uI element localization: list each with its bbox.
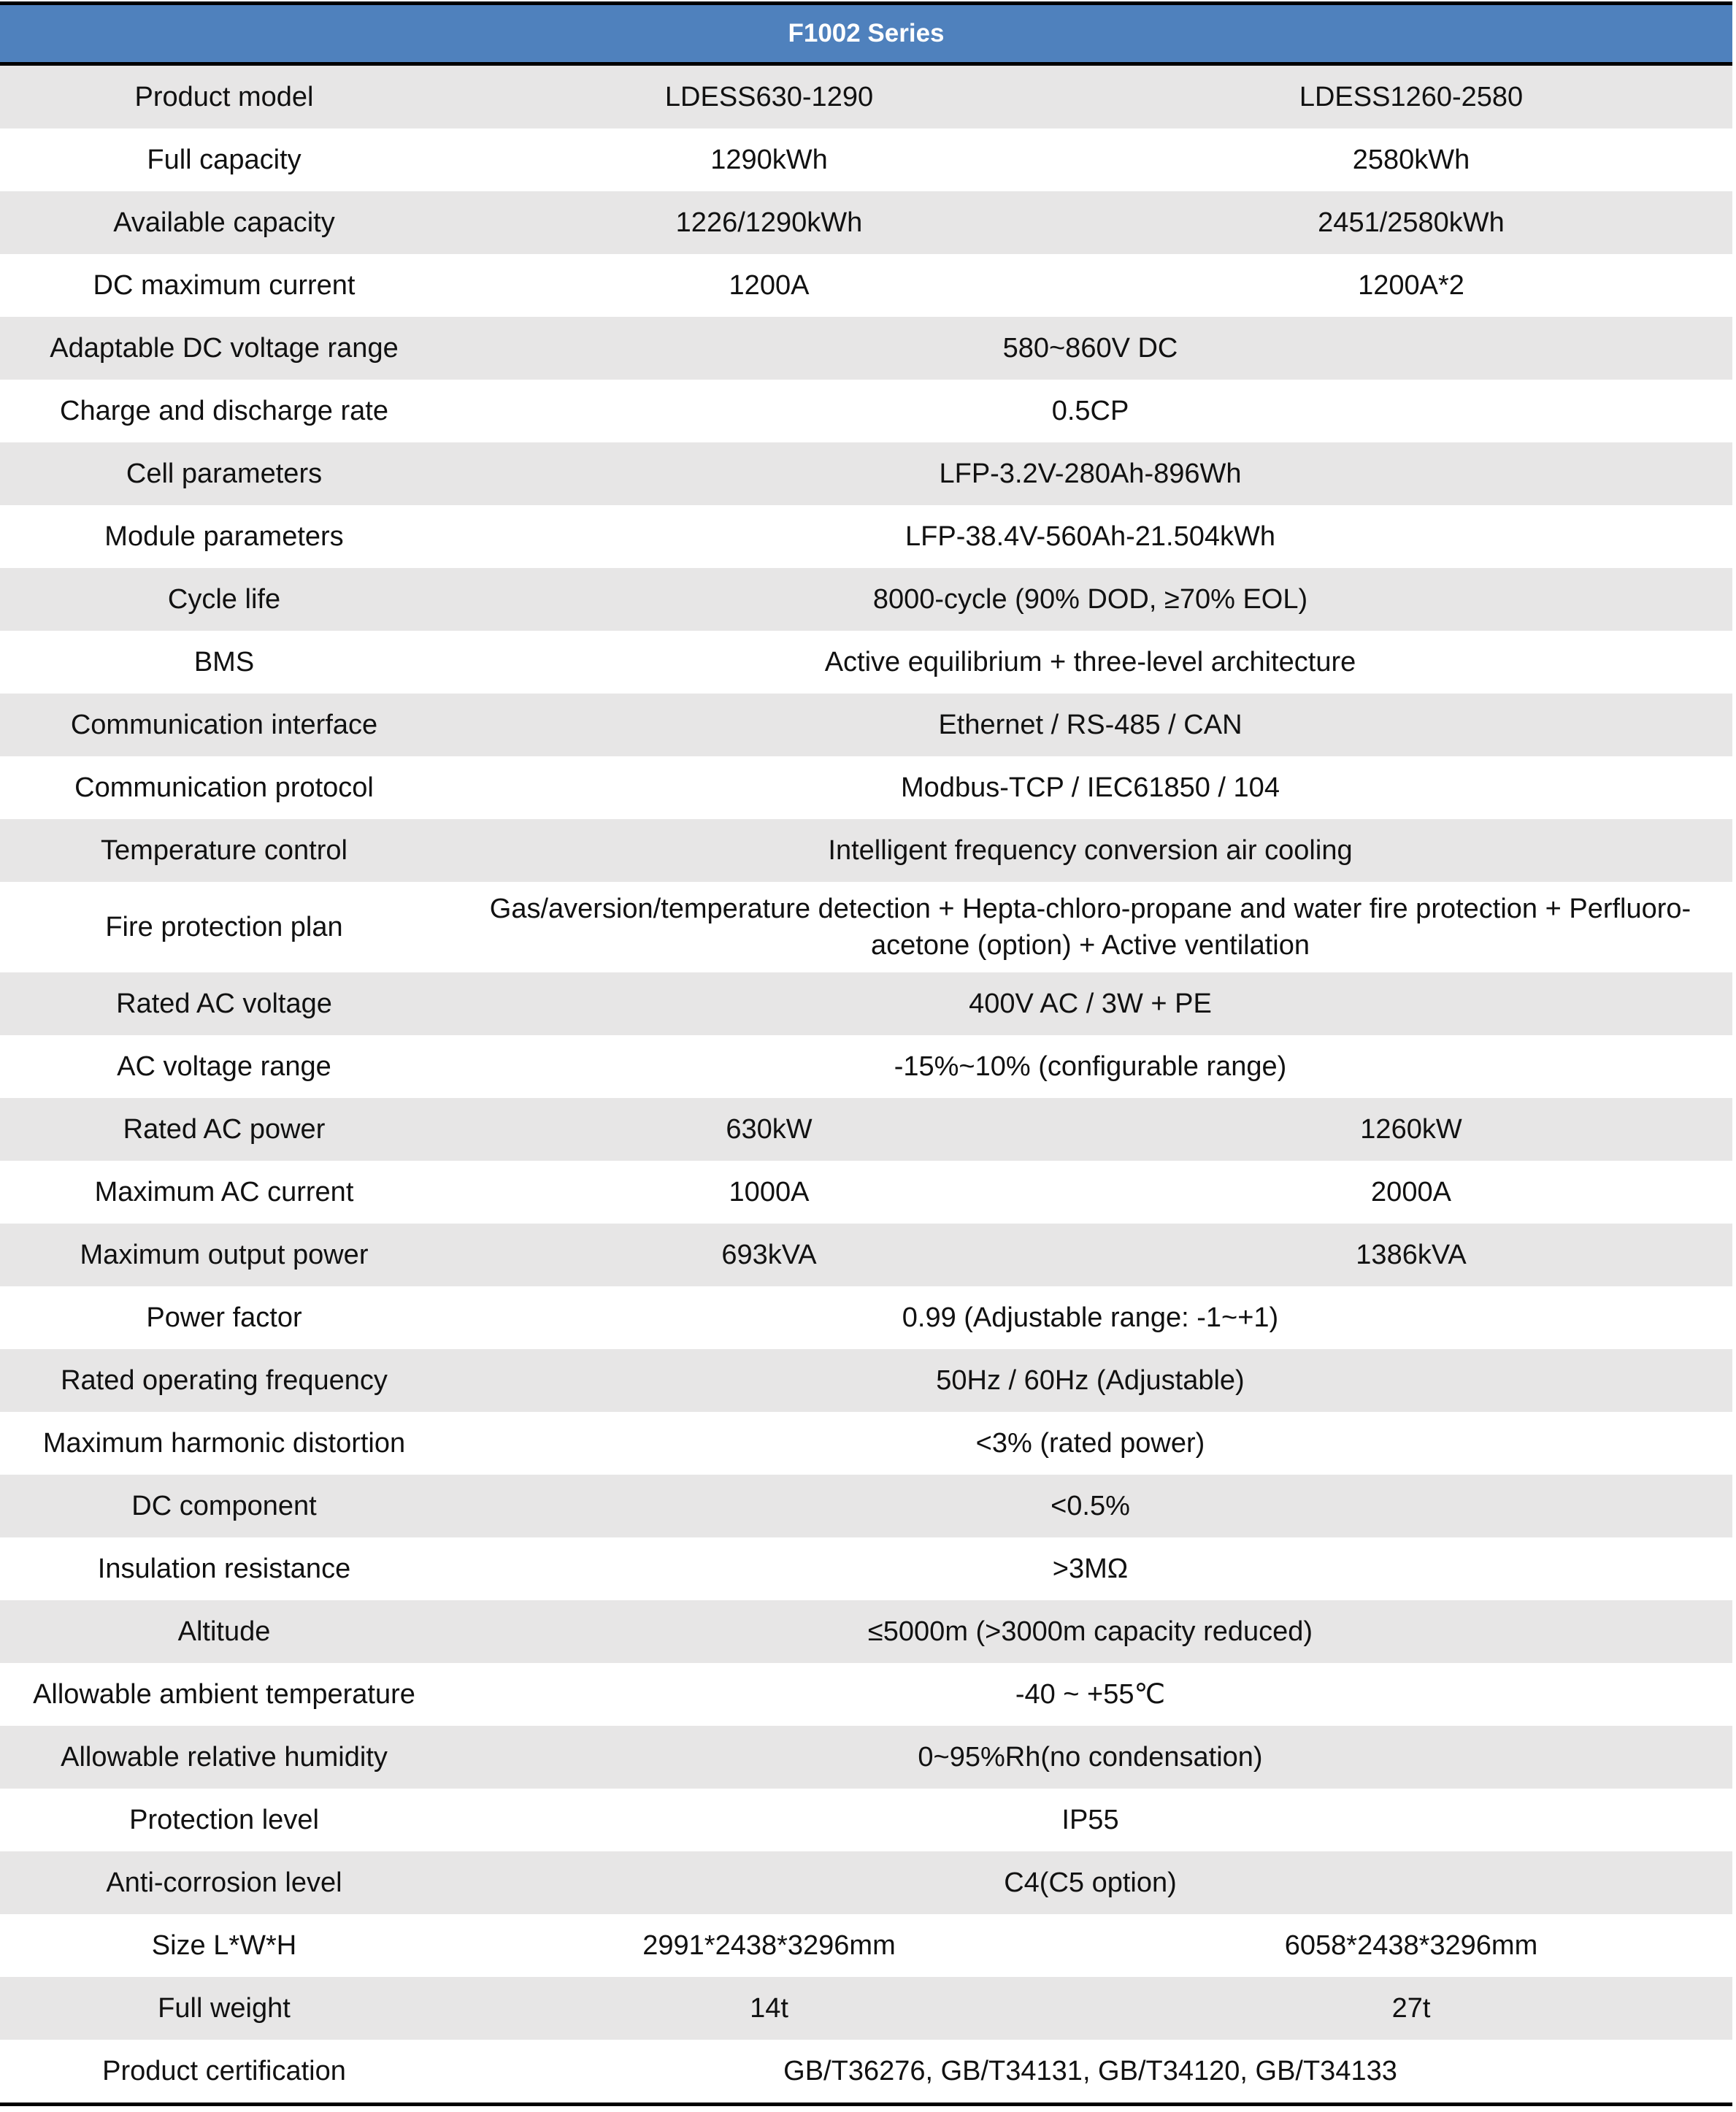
cycle-life-label: Cycle life [167,584,281,615]
product-model-label-cell [0,66,448,128]
charge-discharge-rate-label: Charge and discharge rate [60,396,388,426]
table-header [0,5,1732,66]
insulation-resistance-label: Insulation resistance [97,1554,351,1584]
row-dc-maximum-current [0,254,1732,317]
row-communication-protocol [0,756,1732,819]
adaptable-dc-voltage-range-cell [448,317,1732,380]
dc-component-value: <0.5% [1051,1491,1130,1521]
available-capacity-value-1: 1226/1290kWh [675,207,863,238]
temperature-control-value: Intelligent frequency conversion air cooling [828,835,1353,866]
size-lwh-label: Size L*W*H [151,1930,297,1961]
module-parameters-label-cell [0,505,448,568]
power-factor-label-cell [0,1286,448,1349]
row-power-factor [0,1286,1732,1349]
allowable-relative-humidity-value: 0~95%Rh(no condensation) [918,1742,1263,1773]
row-cycle-life [0,568,1732,631]
module-parameters-value: LFP-38.4V-560Ah-21.504kWh [905,521,1275,552]
row-allowable-relative-humidity [0,1726,1732,1789]
series-title: F1002 Series [788,19,945,47]
available-capacity-value-2: 2451/2580kWh [1318,207,1505,238]
protection-level-value: IP55 [1061,1805,1119,1835]
row-anti-corrosion-level [0,1851,1732,1914]
communication-interface-value: Ethernet / RS-485 / CAN [938,710,1243,740]
product-model-cell-1 [448,66,1090,128]
full-weight-label: Full weight [158,1993,291,2024]
bms-value: Active equilibrium + three-level architecture [824,647,1356,677]
row-altitude [0,1600,1732,1663]
temperature-control-cell [448,819,1732,882]
maximum-output-power-cell-1 [448,1224,1090,1286]
rated-ac-power-cell-1 [448,1098,1090,1161]
communication-interface-label: Communication interface [70,710,378,740]
maximum-output-power-label-cell [0,1224,448,1286]
anti-corrosion-level-value: C4(C5 option) [1004,1867,1177,1898]
spec-table [0,1,1732,2106]
size-lwh-cell-2 [1090,1914,1732,1977]
rated-ac-power-label: Rated AC power [123,1114,326,1145]
maximum-output-power-value-1: 693kVA [721,1240,817,1270]
rated-operating-frequency-cell [448,1349,1732,1412]
maximum-output-power-label: Maximum output power [80,1240,369,1270]
row-ac-voltage-range [0,1035,1732,1098]
dc-maximum-current-label-cell [0,254,448,317]
fire-protection-plan-value: Gas/aversion/temperature detection + Hepta-chloro-propane and water fire protection + Perfluoro-acetone (option) + Active ventilation [489,894,1691,961]
protection-level-cell [448,1789,1732,1851]
row-communication-interface [0,694,1732,756]
bms-label-cell [0,631,448,694]
cycle-life-value: 8000-cycle (90% DOD, ≥70% EOL) [872,584,1308,615]
cell-parameters-value: LFP-3.2V-280Ah-896Wh [939,458,1242,489]
adaptable-dc-voltage-range-label: Adaptable DC voltage range [50,333,399,364]
module-parameters-label: Module parameters [104,521,344,552]
full-capacity-label-cell [0,128,448,191]
rated-operating-frequency-label-cell [0,1349,448,1412]
anti-corrosion-level-label: Anti-corrosion level [106,1867,342,1898]
ac-voltage-range-cell [448,1035,1732,1098]
row-rated-ac-voltage [0,972,1732,1035]
row-product-certification [0,2040,1732,2103]
communication-protocol-cell [448,756,1732,819]
full-weight-cell-1 [448,1977,1090,2040]
row-maximum-ac-current [0,1161,1732,1224]
product-certification-value: GB/T36276, GB/T34131, GB/T34120, GB/T34133 [783,2056,1397,2086]
anti-corrosion-level-label-cell [0,1851,448,1914]
maximum-harmonic-distortion-label-cell [0,1412,448,1475]
row-rated-operating-frequency [0,1349,1732,1412]
rated-operating-frequency-label: Rated operating frequency [61,1365,388,1396]
insulation-resistance-cell [448,1537,1732,1600]
rated-ac-power-label-cell [0,1098,448,1161]
dc-component-label-cell [0,1475,448,1537]
maximum-ac-current-cell-2 [1090,1161,1732,1224]
ac-voltage-range-label: AC voltage range [117,1051,331,1082]
rated-ac-power-cell-2 [1090,1098,1732,1161]
size-lwh-label-cell [0,1914,448,1977]
allowable-relative-humidity-label: Allowable relative humidity [61,1742,388,1773]
communication-interface-label-cell [0,694,448,756]
cycle-life-label-cell [0,568,448,631]
altitude-cell [448,1600,1732,1663]
dc-maximum-current-value-1: 1200A [729,270,810,301]
power-factor-label: Power factor [146,1302,302,1333]
rated-operating-frequency-value: 50Hz / 60Hz (Adjustable) [936,1365,1245,1396]
row-product-model [0,66,1732,128]
altitude-label-cell [0,1600,448,1663]
rated-ac-voltage-value: 400V AC / 3W + PE [969,988,1212,1019]
rated-ac-power-value-1: 630kW [726,1114,813,1145]
charge-discharge-rate-cell [448,380,1732,442]
maximum-output-power-cell-2 [1090,1224,1732,1286]
fire-protection-plan-label-cell [0,882,448,972]
dc-component-cell [448,1475,1732,1537]
available-capacity-label: Available capacity [113,207,335,238]
row-charge-discharge-rate [0,380,1732,442]
protection-level-label: Protection level [129,1805,319,1835]
maximum-ac-current-value-2: 2000A [1371,1177,1451,1207]
allowable-ambient-temperature-label: Allowable ambient temperature [33,1679,415,1710]
dc-component-label: DC component [131,1491,317,1521]
maximum-ac-current-label: Maximum AC current [94,1177,354,1207]
full-capacity-value-1: 1290kWh [710,145,828,175]
charge-discharge-rate-label-cell [0,380,448,442]
dc-maximum-current-cell-1 [448,254,1090,317]
row-full-capacity [0,128,1732,191]
temperature-control-label: Temperature control [101,835,347,866]
row-bms [0,631,1732,694]
row-adaptable-dc-voltage-range [0,317,1732,380]
row-size-lwh [0,1914,1732,1977]
cell-parameters-label: Cell parameters [126,458,323,489]
row-allowable-ambient-temperature [0,1663,1732,1726]
insulation-resistance-label-cell [0,1537,448,1600]
product-model-cell-2 [1090,66,1732,128]
maximum-ac-current-value-1: 1000A [729,1177,810,1207]
maximum-ac-current-label-cell [0,1161,448,1224]
product-model-value-2: LDESS1260-2580 [1299,82,1524,112]
full-weight-label-cell [0,1977,448,2040]
available-capacity-cell-2 [1090,191,1732,254]
row-rated-ac-power [0,1098,1732,1161]
row-cell-parameters [0,442,1732,505]
communication-protocol-value: Modbus-TCP / IEC61850 / 104 [901,772,1280,803]
bms-cell [448,631,1732,694]
module-parameters-cell [448,505,1732,568]
rated-ac-voltage-label-cell [0,972,448,1035]
available-capacity-cell-1 [448,191,1090,254]
row-dc-component [0,1475,1732,1537]
allowable-ambient-temperature-cell [448,1663,1732,1726]
maximum-harmonic-distortion-cell [448,1412,1732,1475]
altitude-label: Altitude [177,1616,271,1647]
full-weight-cell-2 [1090,1977,1732,2040]
product-model-value-1: LDESS630-1290 [664,82,874,112]
cell-parameters-cell [448,442,1732,505]
dc-maximum-current-cell-2 [1090,254,1732,317]
insulation-resistance-value: >3MΩ [1052,1554,1129,1584]
row-fire-protection-plan [0,882,1732,972]
rated-ac-voltage-label: Rated AC voltage [116,988,332,1019]
size-lwh-cell-1 [448,1914,1090,1977]
fire-protection-plan-cell [448,882,1732,972]
dc-maximum-current-label: DC maximum current [93,270,356,301]
full-capacity-cell-1 [448,128,1090,191]
full-weight-value-1: 14t [750,1993,788,2024]
full-weight-value-2: 27t [1391,1993,1431,2024]
adaptable-dc-voltage-range-label-cell [0,317,448,380]
full-capacity-label: Full capacity [147,145,302,175]
altitude-value: ≤5000m (>3000m capacity reduced) [867,1616,1313,1647]
row-maximum-output-power [0,1224,1732,1286]
rated-ac-voltage-cell [448,972,1732,1035]
adaptable-dc-voltage-range-value: 580~860V DC [1002,333,1178,364]
size-lwh-value-1: 2991*2438*3296mm [642,1930,896,1961]
power-factor-value: 0.99 (Adjustable range: -1~+1) [902,1302,1279,1333]
maximum-output-power-value-2: 1386kVA [1356,1240,1467,1270]
ac-voltage-range-label-cell [0,1035,448,1098]
product-certification-cell [448,2040,1732,2103]
fire-protection-plan-label: Fire protection plan [105,912,343,942]
row-insulation-resistance [0,1537,1732,1600]
bms-label: BMS [193,647,255,677]
row-full-weight [0,1977,1732,2040]
communication-interface-cell [448,694,1732,756]
communication-protocol-label: Communication protocol [74,772,374,803]
protection-level-label-cell [0,1789,448,1851]
row-available-capacity [0,191,1732,254]
cell-parameters-label-cell [0,442,448,505]
dc-maximum-current-value-2: 1200A*2 [1358,270,1464,301]
charge-discharge-rate-value: 0.5CP [1051,396,1129,426]
temperature-control-label-cell [0,819,448,882]
product-model-label: Product model [134,82,314,112]
maximum-harmonic-distortion-value: <3% (rated power) [975,1428,1205,1459]
anti-corrosion-level-cell [448,1851,1732,1914]
maximum-ac-current-cell-1 [448,1161,1090,1224]
cycle-life-cell [448,568,1732,631]
row-temperature-control [0,819,1732,882]
row-module-parameters [0,505,1732,568]
rated-ac-power-value-2: 1260kW [1360,1114,1462,1145]
full-capacity-cell-2 [1090,128,1732,191]
allowable-relative-humidity-label-cell [0,1726,448,1789]
row-maximum-harmonic-distortion [0,1412,1732,1475]
full-capacity-value-2: 2580kWh [1352,145,1470,175]
available-capacity-label-cell [0,191,448,254]
communication-protocol-label-cell [0,756,448,819]
product-certification-label: Product certification [102,2056,346,2086]
ac-voltage-range-value: -15%~10% (configurable range) [894,1051,1287,1082]
row-protection-level [0,1789,1732,1851]
allowable-ambient-temperature-value: -40 ~ +55℃ [1015,1679,1166,1710]
maximum-harmonic-distortion-label: Maximum harmonic distortion [42,1428,406,1459]
product-certification-label-cell [0,2040,448,2103]
allowable-ambient-temperature-label-cell [0,1663,448,1726]
size-lwh-value-2: 6058*2438*3296mm [1284,1930,1538,1961]
allowable-relative-humidity-cell [448,1726,1732,1789]
power-factor-cell [448,1286,1732,1349]
